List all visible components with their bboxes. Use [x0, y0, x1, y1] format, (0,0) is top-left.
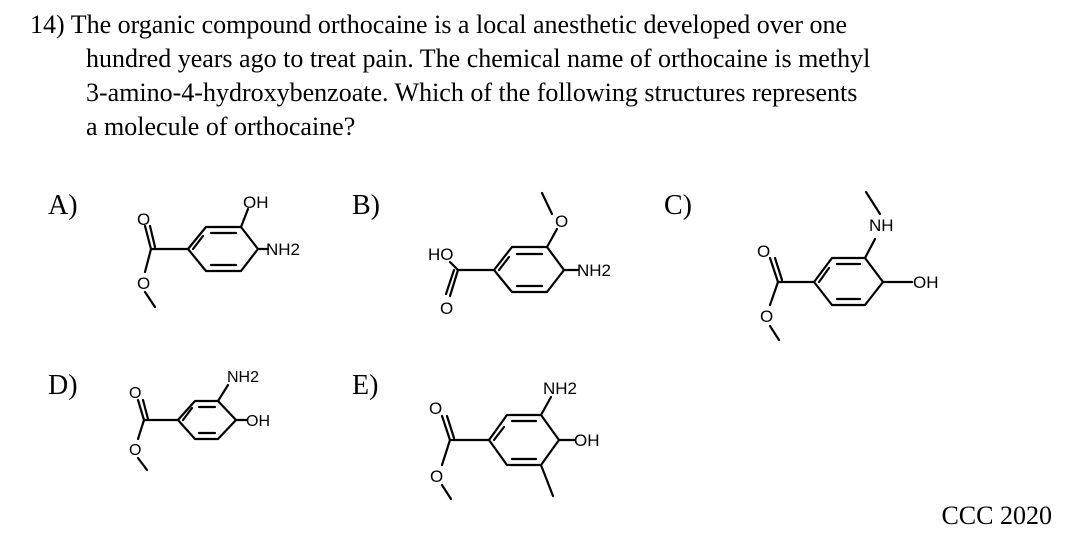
svg-text:O: O [137, 274, 151, 293]
structure-a-oh-label: OH [243, 193, 269, 212]
structure-d-nh2-label: NH2 [227, 369, 260, 386]
svg-text:O: O [757, 242, 771, 261]
svg-text:O: O [760, 307, 774, 326]
structure-e-nh2-label: NH2 [543, 379, 578, 398]
question-line-3: 3-amino-4-hydroxybenzoate. Which of the following structures represents [86, 78, 858, 107]
structure-b [428, 193, 611, 318]
structure-e [429, 379, 600, 499]
svg-text:O: O [129, 442, 142, 459]
option-e-label: E) [352, 370, 379, 401]
structure-e-oh-label: OH [574, 431, 600, 450]
structure-a-nh2-label: NH2 [266, 240, 301, 259]
svg-text:O: O [137, 210, 151, 229]
structure-d-oh-label: OH [246, 413, 270, 430]
svg-text:O: O [429, 399, 443, 418]
question-line-4: a molecule of orthocaine? [86, 112, 356, 141]
svg-text:O: O [129, 385, 142, 402]
option-c-label: C) [664, 190, 692, 221]
structure-c-oh-label: OH [913, 273, 939, 292]
option-b-label: B) [352, 190, 380, 221]
question-line-1: 14) The organic compound orthocaine is a local anesthetic developed over one [30, 10, 848, 39]
structure-c-nh-label: NH [869, 216, 894, 235]
footer-source: CCC 2020 [941, 501, 1052, 530]
svg-text:O: O [440, 299, 454, 318]
svg-text:O: O [555, 212, 569, 231]
svg-text:O: O [430, 467, 444, 486]
structure-a [137, 193, 300, 307]
structure-b-nh2-label: NH2 [577, 261, 612, 280]
question-line-2: hundred years ago to treat pain. The chemical name of orthocaine is methyl [86, 44, 871, 73]
structure-b-ho-label: HO [428, 245, 454, 264]
structure-c [757, 192, 939, 340]
option-a-label: A) [48, 190, 78, 221]
structure-d [129, 369, 270, 470]
option-d-label: D) [48, 370, 78, 401]
